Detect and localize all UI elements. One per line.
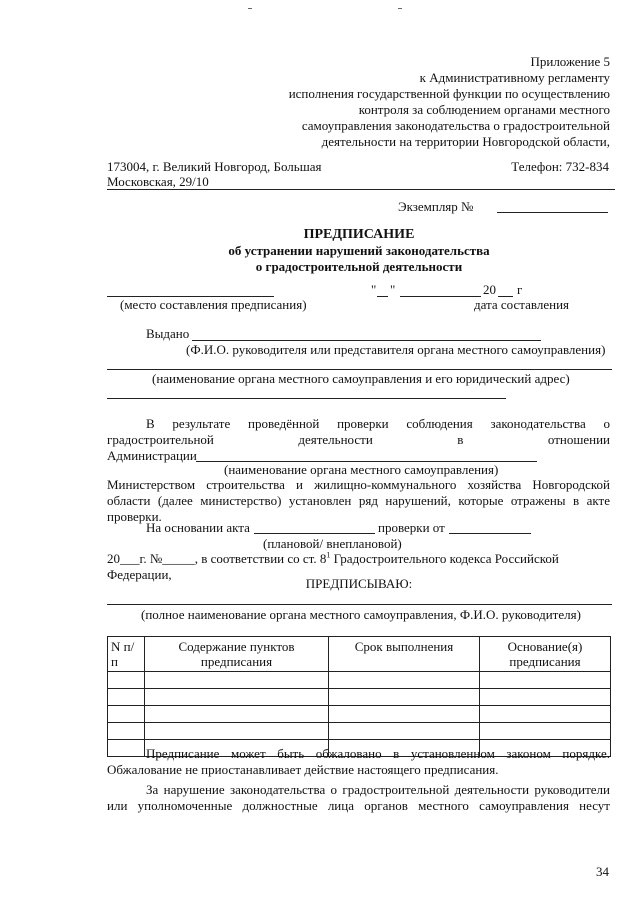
cell bbox=[329, 672, 480, 689]
check-label: проверки от bbox=[378, 520, 445, 535]
word: о bbox=[603, 416, 610, 431]
cell bbox=[108, 740, 145, 757]
cell bbox=[480, 706, 611, 723]
liability-line-1: За нарушение законодательства о градостроительной деятельности руководители bbox=[146, 782, 610, 797]
word: отношении bbox=[547, 432, 610, 447]
word: законодательства bbox=[490, 416, 586, 431]
cell bbox=[480, 723, 611, 740]
table-header-row bbox=[108, 637, 611, 672]
issued-label: Выдано bbox=[146, 326, 190, 341]
paragraph-1-line-1 bbox=[146, 416, 610, 432]
org-field bbox=[107, 398, 506, 399]
scan-mark bbox=[398, 8, 402, 9]
order-field bbox=[107, 604, 612, 605]
column-header-basis: Основание(я) предписания bbox=[480, 637, 611, 672]
page-number: 34 bbox=[596, 864, 609, 879]
word: соблюдения bbox=[406, 416, 473, 431]
date-quote-open: " bbox=[371, 282, 377, 297]
document-subtitle-2: о градостроительной деятельности bbox=[255, 259, 463, 274]
date-day-field bbox=[377, 296, 388, 297]
cell bbox=[480, 689, 611, 706]
column-header-deadline: Срок выполнения bbox=[329, 637, 480, 672]
act-field bbox=[254, 533, 375, 534]
cell bbox=[145, 672, 329, 689]
word: проведённой bbox=[247, 416, 320, 431]
date-quote-close: " bbox=[390, 282, 396, 297]
header-divider bbox=[107, 189, 615, 190]
word: деятельности bbox=[298, 432, 373, 447]
document-subtitle-1: об устранении нарушений законодательства bbox=[228, 243, 490, 258]
cell bbox=[145, 689, 329, 706]
org-caption: (наименование органа местного самоуправления и его юридический адрес) bbox=[152, 371, 570, 386]
date-year-suffix: г bbox=[517, 282, 523, 297]
cell bbox=[108, 723, 145, 740]
cell bbox=[108, 672, 145, 689]
issued-caption: (Ф.И.О. руководителя или представителя органа местного самоуправления) bbox=[186, 342, 606, 357]
table-row bbox=[108, 672, 611, 689]
word: градостроительной bbox=[107, 432, 214, 447]
appendix-line: контроля за соблюдением органами местного bbox=[358, 102, 610, 117]
date-year-prefix: 20 bbox=[483, 282, 496, 297]
check-date-field bbox=[449, 533, 531, 534]
paragraph-2-line-4: Федерации, bbox=[107, 567, 172, 582]
column-header-content: Содержание пунктов предписания bbox=[145, 637, 329, 672]
superscript: 1 bbox=[326, 550, 331, 560]
word: результате bbox=[172, 416, 231, 431]
copy-number-label: Экземпляр № bbox=[398, 199, 474, 214]
issued-field bbox=[192, 340, 541, 341]
address-line-1: 173004, г. Великий Новгород, Большая bbox=[107, 159, 322, 174]
appendix-line: самоуправления законодательства о градостроительной bbox=[301, 118, 610, 133]
date-month-field bbox=[400, 296, 481, 297]
cell bbox=[480, 672, 611, 689]
appendix-line: деятельности на территории Новгородской области, bbox=[321, 134, 610, 149]
address-line-2: Московская, 29/10 bbox=[107, 174, 209, 189]
prescription-table bbox=[107, 636, 611, 757]
legal-reference: 20___г. №_____, в соответствии со ст. 8 bbox=[107, 551, 327, 566]
cell bbox=[329, 723, 480, 740]
date-caption: дата составления bbox=[474, 297, 569, 312]
word: проверки bbox=[337, 416, 389, 431]
check-type-caption: (плановой/ внеплановой) bbox=[263, 536, 402, 551]
column-header-number: N п/п bbox=[108, 637, 145, 672]
cell bbox=[329, 706, 480, 723]
issued-field-2 bbox=[107, 369, 612, 370]
cell bbox=[329, 689, 480, 706]
appeal-line-1: Предписание может быть обжаловано в установленном законом порядке. bbox=[146, 746, 610, 761]
administration-caption: (наименование органа местного самоуправления) bbox=[224, 462, 499, 477]
paragraph-1-line-4: Министерством строительства и жилищно-коммунального хозяйства Новгородской bbox=[107, 477, 610, 492]
scan-mark bbox=[248, 8, 252, 9]
appendix-line: исполнения государственной функции по осуществлению bbox=[288, 86, 610, 101]
appendix-line: к Административному регламенту bbox=[419, 70, 610, 85]
document-title: ПРЕДПИСАНИЕ bbox=[303, 227, 415, 242]
liability-line-2: или уполномоченные должностные лица органов местного самоуправления несут bbox=[107, 798, 610, 813]
appeal-line-2: Обжалование не приостанавливает действие настоящего предписания. bbox=[107, 762, 499, 777]
administration-label: Администрации bbox=[107, 448, 197, 463]
paragraph-1-line-2 bbox=[107, 432, 610, 448]
cell bbox=[145, 723, 329, 740]
place-caption: (место составления предписания) bbox=[120, 297, 307, 312]
paragraph-2-line-3 bbox=[107, 551, 559, 567]
copy-number-field bbox=[497, 212, 608, 213]
cell bbox=[145, 706, 329, 723]
table-row bbox=[108, 706, 611, 723]
legal-reference-cont: Градостроительного кодекса Российской bbox=[330, 551, 559, 566]
word: В bbox=[146, 416, 155, 431]
order-heading: ПРЕДПИСЫВАЮ: bbox=[305, 576, 413, 591]
basis-label: На основании акта bbox=[146, 520, 250, 535]
appendix-line: Приложение 5 bbox=[530, 54, 610, 69]
phone-number: Телефон: 732-834 bbox=[511, 159, 609, 174]
cell bbox=[108, 706, 145, 723]
cell bbox=[108, 689, 145, 706]
order-caption: (полное наименование органа местного самоуправления, Ф.И.О. руководителя) bbox=[141, 607, 581, 622]
table-row bbox=[108, 723, 611, 740]
word: в bbox=[457, 432, 464, 447]
table-row bbox=[108, 689, 611, 706]
paragraph-1-line-6: проверки. bbox=[107, 509, 162, 524]
paragraph-1-line-5: области (далее министерство) установлен ряд нарушений, которые отражены в акте bbox=[107, 493, 610, 508]
